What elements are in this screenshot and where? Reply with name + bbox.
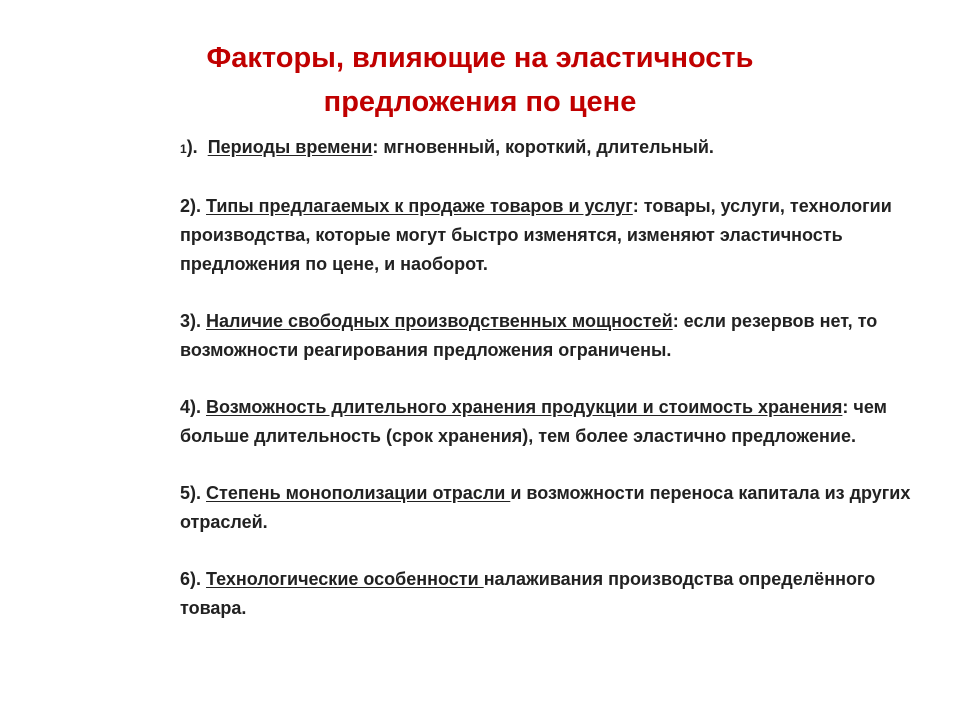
slide-title — [180, 36, 780, 124]
factor-heading: Периоды времени — [207, 137, 373, 157]
factor-description: и возможности переноса капитала из других отраслей. — [180, 483, 911, 532]
factor-heading: Наличие свободных производственных мощностей — [206, 311, 673, 331]
factor-item-5 — [180, 479, 940, 537]
factor-item-3 — [180, 307, 940, 365]
factor-separator — [198, 137, 208, 157]
factor-number-digit: 1 — [180, 142, 187, 156]
factor-number: 6). — [180, 569, 207, 589]
factor-description: : товары, услуги, технологии производства, которые могут быстро изменятся, изменяют эластичность предложения по цене, и наоборот. — [180, 196, 892, 274]
factor-number-paren: ). — [186, 137, 198, 157]
factor-heading: Технологические особенности — [206, 569, 484, 589]
factor-description: налаживания производства определённого товара. — [180, 569, 876, 618]
factor-heading: Степень монополизации отрасли — [206, 483, 511, 503]
factor-item-2 — [180, 192, 940, 279]
factor-heading: Типы предлагаемых к продаже товаров и услуг — [206, 196, 633, 216]
factor-item-4 — [180, 393, 940, 451]
factor-description: : чем больше длительность (срок хранения), тем более эластично предложение. — [180, 397, 887, 446]
factor-number: 5). — [180, 483, 207, 503]
factor-number — [180, 137, 198, 157]
factors-list — [180, 133, 940, 651]
title-line-1: Факторы, влияющие на эластичность — [206, 42, 754, 74]
factor-heading: Возможность длительного хранения продукции и стоимость хранения — [206, 397, 843, 417]
factor-number: 3). — [180, 311, 207, 331]
factor-item-1 — [180, 133, 940, 164]
title-line-2: предложения по цене — [323, 86, 637, 118]
factor-description: : если резервов нет, то возможности реагирования предложения ограничены. — [180, 311, 878, 360]
factor-item-6 — [180, 565, 940, 623]
factor-number: 4). — [180, 397, 207, 417]
factor-number: 2). — [180, 196, 207, 216]
factor-description: : мгновенный, короткий, длительный. — [372, 137, 714, 157]
